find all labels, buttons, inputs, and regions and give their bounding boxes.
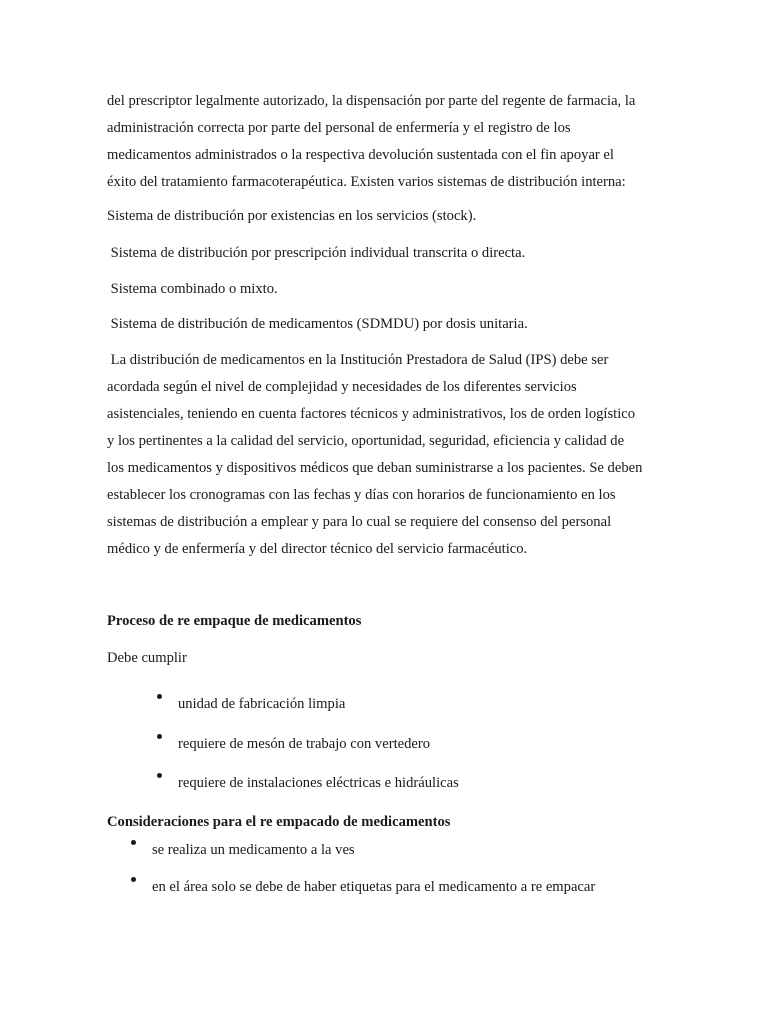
requirement-text: requiere de mesón de trabajo con vertedero [178, 736, 431, 752]
distribution-line-1: La distribución de medicamentos en la Institución Prestadora de Salud (IPS) debe ser [107, 352, 609, 368]
list-item [157, 734, 162, 739]
distribution-line-8: médico y de enfermería y del director técnico del servicio farmacéutico. [107, 541, 528, 557]
system-item-stock: Sistema de distribución por existencias en los servicios (stock). [107, 208, 477, 224]
bullet-icon [131, 840, 136, 845]
list-item [131, 840, 136, 845]
intro-line-4: éxito del tratamiento farmacoterapéutica. Existen varios sistemas de distribución interna: [107, 174, 626, 190]
considerations-heading: Consideraciones para el re empacado de medicamentos [107, 814, 451, 830]
bullet-icon [157, 734, 162, 739]
bullet-icon [131, 877, 136, 882]
requirement-text: unidad de fabricación limpia [178, 696, 346, 712]
consideration-text: se realiza un medicamento a la ves [152, 842, 355, 858]
system-item-unit-dose: Sistema de distribución de medicamentos (SDMDU) por dosis unitaria. [107, 316, 528, 332]
requirement-text: requiere de instalaciones eléctricas e hidráulicas [178, 775, 459, 791]
bullet-icon [157, 773, 162, 778]
distribution-line-2: acordada según el nivel de complejidad y necesidades de los diferentes servicios [107, 379, 577, 395]
consideration-text: en el área solo se debe de haber etiquetas para el medicamento a re empacar [152, 879, 596, 895]
intro-line-1: del prescriptor legalmente autorizado, la dispensación por parte del regente de farmacia, la [107, 93, 636, 109]
repackaging-heading: Proceso de re empaque de medicamentos [107, 613, 362, 629]
bullet-icon [157, 694, 162, 699]
distribution-line-4: y los pertinentes a la calidad del servicio, oportunidad, seguridad, eficiencia y calidad de [107, 433, 625, 449]
list-item [157, 773, 162, 778]
distribution-line-5: los medicamentos y dispositivos médicos que deban suministrarse a los pacientes. Se deben [107, 460, 643, 476]
system-item-individual: Sistema de distribución por prescripción individual transcrita o directa. [107, 245, 526, 261]
repackaging-intro: Debe cumplir [107, 650, 187, 666]
distribution-line-3: asistenciales, teniendo en cuenta factores técnicos y administrativos, los de orden logístico [107, 406, 636, 422]
list-item [131, 877, 136, 882]
intro-line-3: medicamentos administrados o la respectiva devolución sustentada con el fin apoyar el [107, 147, 614, 163]
distribution-line-7: sistemas de distribución a emplear y para lo cual se requiere del consenso del personal [107, 514, 612, 530]
list-item [157, 694, 162, 699]
distribution-line-6: establecer los cronogramas con las fechas y días con horarios de funcionamiento en los [107, 487, 616, 503]
system-item-mixed: Sistema combinado o mixto. [107, 281, 278, 297]
intro-line-2: administración correcta por parte del personal de enfermería y el registro de los [107, 120, 571, 136]
